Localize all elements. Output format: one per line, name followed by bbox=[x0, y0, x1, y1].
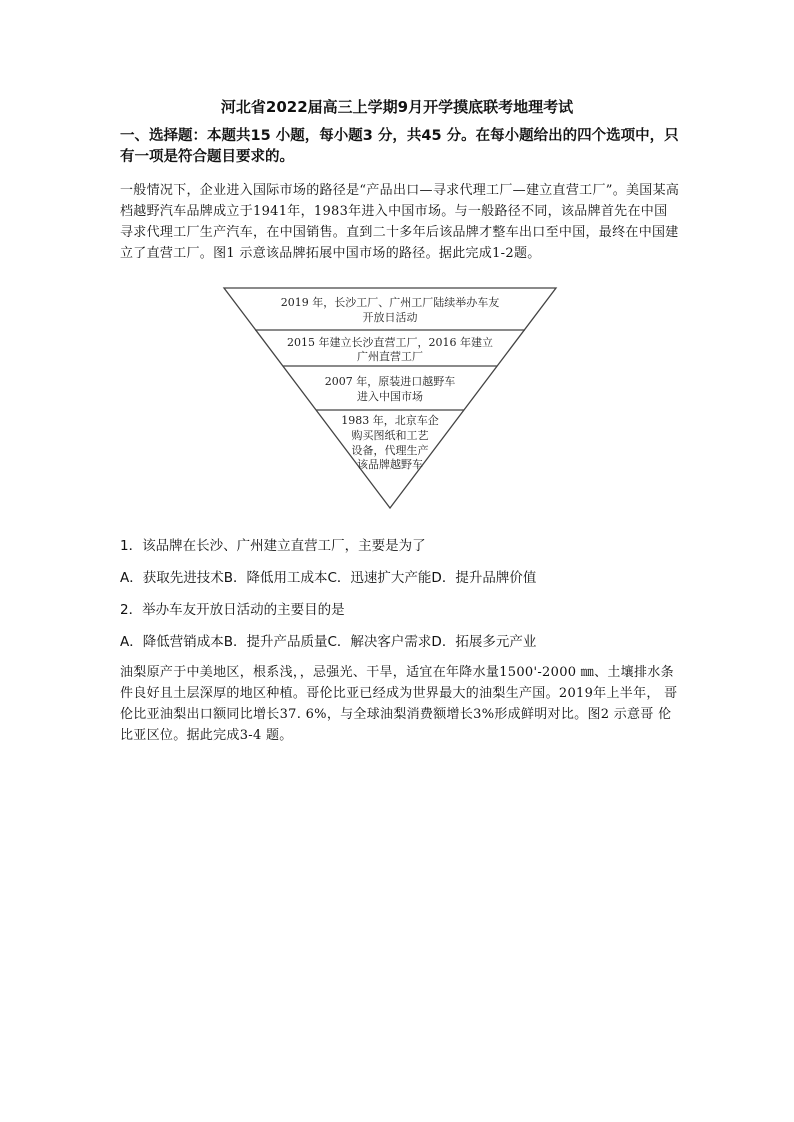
page-title: 河北省2022届高三上学期9月开学摸底联考地理考试 bbox=[220, 98, 574, 116]
level-2-line-1: 2015 年建立长沙直营工厂，2016 年建立 bbox=[287, 336, 493, 349]
market-path-diagram bbox=[220, 286, 560, 512]
level-1-line-1: 2019 年，长沙工厂、广州工厂陆续举办车友 bbox=[280, 296, 500, 309]
level-4-line-3: 设备，代理生产 bbox=[351, 444, 429, 457]
level-4-line-1: 1983 年，北京车企 bbox=[341, 414, 439, 427]
question-2-stem: 2．举办车友开放日活动的主要目的是 bbox=[120, 602, 345, 618]
section-header: 一、选择题：本题共15 小题，每小题3 分，共45 分。在每小题给出的四个选项中，只有一项是符合题目要求的。 bbox=[120, 128, 679, 165]
passage-2: 油梨原产于中美地区，根系浅，，忌强光、干旱，适宜在年降水量1500'-2000 ㎜、土壤排水条件良好且土层深厚的地区种植。哥伦比亚已经成为世界最大的油梨生产国。2019年上半年， 哥伦比亚油梨出口额同比增长37. 6%，与全球油梨消费额增长3%形成鲜明对比。图2 示意哥 伦比亚区位。据此完成3-4 题。 bbox=[120, 665, 678, 743]
level-3-line-1: 2007 年，原装进口越野车 bbox=[324, 375, 456, 388]
level-2-line-2: 广州直营工厂 bbox=[357, 350, 423, 363]
passage-1: 一般情况下，企业进入国际市场的路径是“产品出口—寻求代理工厂—建立直营工厂”。美国某高档越野汽车品牌成立于1941年，1983年进入中国市场。与一般路径不同，该品牌首先在中国寻求代理工厂生产汽车，在中国销售。直到二十多年后该品牌才整车出口至中国，最终在中国建立了直营工厂。图1 示意该品牌拓展中国市场的路径。据此完成1-2题。 bbox=[120, 183, 680, 261]
question-1-stem: 1．该品牌在长沙、广州建立直营工厂，主要是为了 bbox=[120, 538, 426, 554]
level-1-line-2: 开放日活动 bbox=[362, 311, 418, 324]
level-3-line-2: 进入中国市场 bbox=[357, 390, 423, 403]
level-4-line-2: 购买图纸和工艺 bbox=[351, 429, 429, 442]
question-1-options: A．获取先进技术B．降低用工成本C．迅速扩大产能D．提升品牌价值 bbox=[120, 570, 537, 586]
question-2-options: A．降低营销成本B．提升产品质量C．解决客户需求D．拓展多元产业 bbox=[120, 634, 537, 650]
level-4-line-4: 该品牌越野车 bbox=[357, 458, 423, 471]
